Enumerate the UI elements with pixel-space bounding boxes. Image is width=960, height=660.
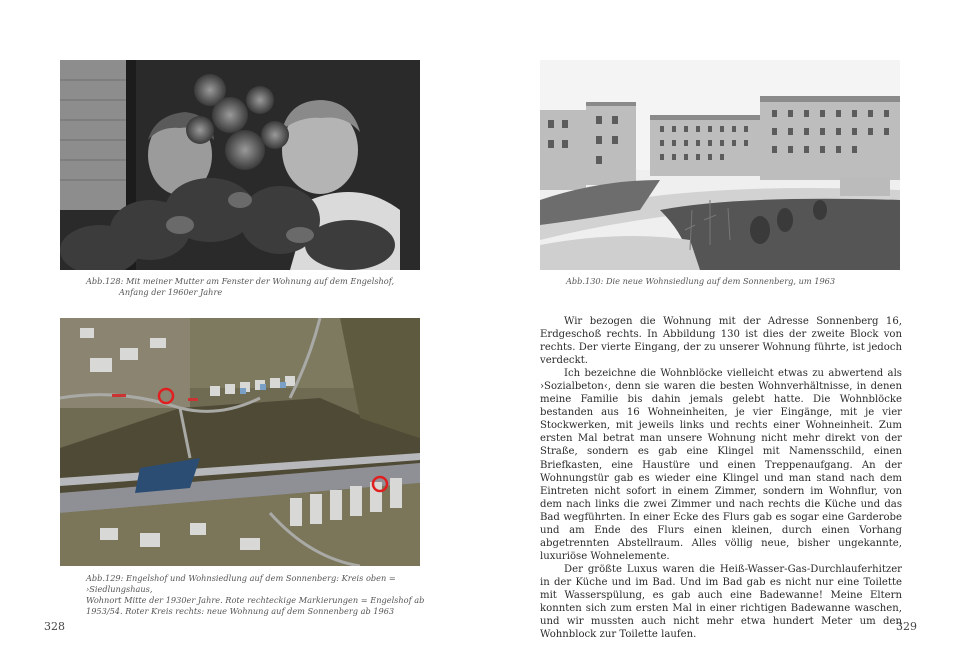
paragraph: Ich bezeichne die Wohnblöcke vielleicht etwas zu abwertend als ›Sozialbeton‹, denn sie waren die besten Wohnverhältnisse, in denen meine Familie bis dahin jemals gelebt hatte. Die Wohnblöcke bestanden aus 16 Wohneinheiten, je vier Eingänge, mit je vier Stockwerken, mit jeweils links und rechts einer Wohneinheit. Zum ersten Mal betrat man unsere Wohnung nicht mehr direkt von der Straße, sondern es gab eine Klingel mit Namensschild, einen Briefkasten, eine Haustüre und einen Treppenaufgang. An der Wohnungstür gab es wieder eine Klingel und man stand nach dem Eintreten nicht sofort in einem Zimmer, sondern im Wohnflur, von dem nach links die zwei Zimmer und nach rechts die Küche und das Bad wegführten. In einer Ecke des Flurs gab es sogar eine Garderobe und am Ende des Flurs einen kleinen, durch einen Vorhang abgetrennten Abstellraum. Alles völlig neue, bisher ungekannte, luxuriöse Wohnelemente. [540, 368, 902, 562]
figure-128-caption [86, 276, 416, 298]
caption-line: Abb.129: Engelshof und Wohnsiedlung auf dem Sonnenberg: Kreis oben = ›Siedlungshaus, [86, 573, 396, 594]
body-text [540, 315, 902, 641]
figure-130-caption: Abb.130: Die neue Wohnsiedlung auf dem Sonnenberg, um 1963 [566, 276, 836, 286]
photo-new-housing-estate-sonnenberg [540, 60, 900, 270]
caption-line: 1953/54. Roter Kreis rechts: neue Wohnung auf dem Sonnenberg ab 1963 [86, 606, 395, 616]
caption-line: Anfang der 1960er Jahre [119, 287, 223, 297]
caption-line: Abb.128: Mit meiner Mutter am Fenster der Wohnung auf dem Engelshof, [86, 276, 395, 286]
page-number-left: 328 [44, 620, 65, 633]
photo-mother-and-son-at-window [60, 60, 420, 270]
aerial-photo-engelshof-sonnenberg [60, 318, 420, 566]
figure-129-caption [86, 573, 426, 617]
paragraph: Der größte Luxus waren die Heiß-Wasser-Gas-Durchlauferhitzer in der Küche und im Bad. Und im Bad gab es nicht nur eine Toilette mit Wasserspülung, es gab auch eine Badewanne! Meine Eltern konnten sich zum ersten Mal in einer richtigen Badewanne waschen, und wir mussten auch nicht mehr etwa hundert Meter um den Wohnblock zur Toilette laufen. [540, 563, 902, 641]
paragraph: Wir bezogen die Wohnung mit der Adresse Sonnenberg 16, Erdgeschoß rechts. In Abbildung 130 ist dies der zweite Block von rechts. Der vierte Eingang, der zu unserer Wohnung führte, ist jedoch verdeckt. [540, 316, 902, 367]
page-number-right: 329 [896, 620, 917, 633]
caption-line: Wohnort Mitte der 1930er Jahre. Rote rechteckige Markierungen = Engelshof ab [86, 595, 425, 605]
